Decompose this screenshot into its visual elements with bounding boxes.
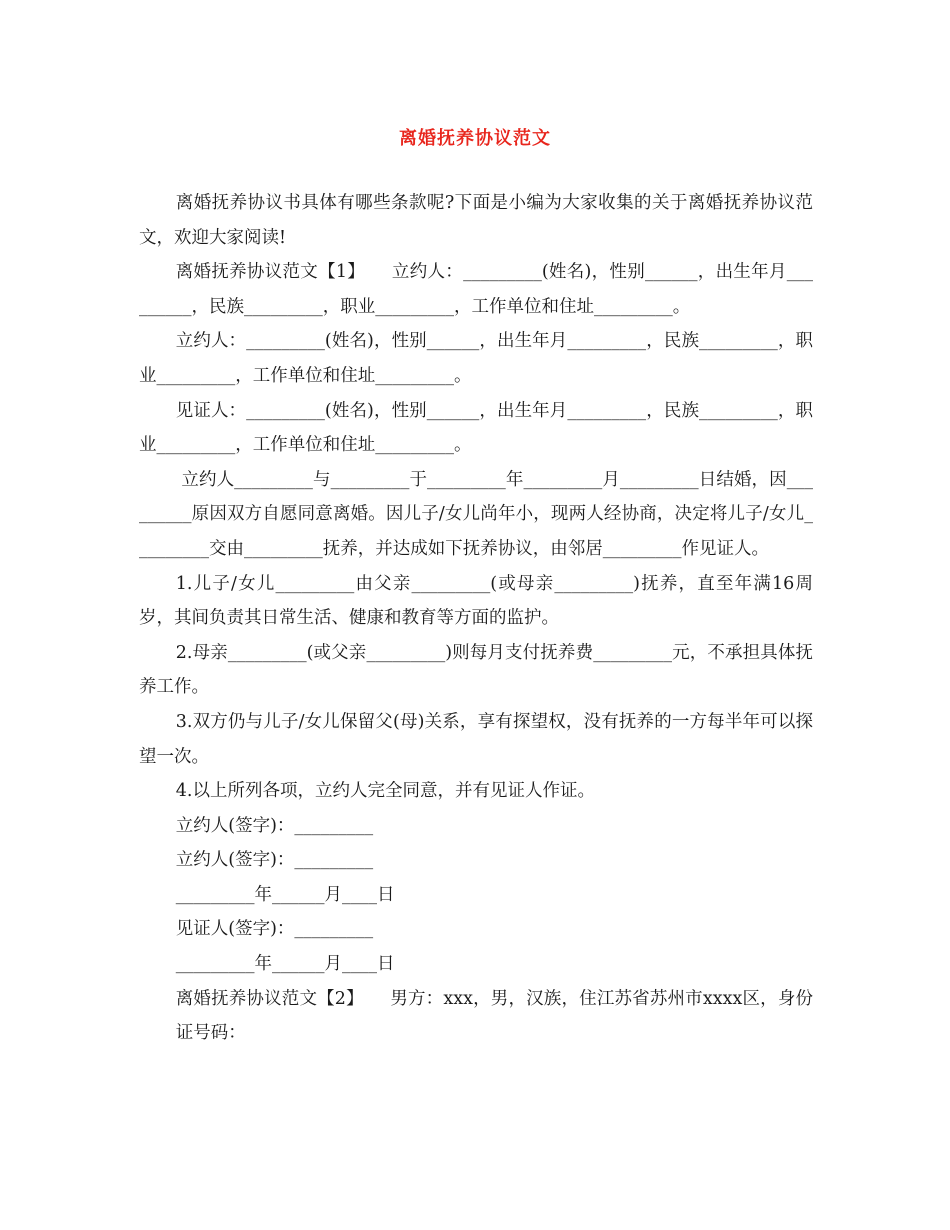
document-body xyxy=(139,186,813,1051)
clause-1: 1.儿子/女儿_________由父亲_________(或母亲_________)抚养，直至年满16周岁，其间负责其日常生活、健康和教育等方面的监护。 xyxy=(139,573,813,629)
signature-party-b: 立约人(签字)：_________ xyxy=(175,850,374,871)
marriage-paragraph: 立约人_________与_________于_________年_________月_________日结婚，因_________原因双方自愿同意离婚。因儿子/女儿尚年小，现两人经协商，决定将儿子/女儿_________交由_________抚养，并达成如下抚养协议，由邻居_________作见证人。 xyxy=(139,469,813,559)
party-b-paragraph: 立约人：_________(姓名)，性别______，出生年月_________，民族_________，职业_________，工作单位和住址_________。 xyxy=(139,331,813,386)
sample-1-party-a: 离婚抚养协议范文【1】 立约人：_________(姓名)，性别______，出生年月_________，民族_________，职业_________，工作单位和住址_________。 xyxy=(139,262,813,317)
signature-date-2: _________年______月____日 xyxy=(175,954,395,975)
witness-paragraph: 见证人：_________(姓名)，性别______，出生年月_________，民族_________，职业_________，工作单位和住址_________。 xyxy=(139,400,813,456)
signature-witness: 见证人(签字)：_________ xyxy=(175,919,374,940)
signature-party-a: 立约人(签字)：_________ xyxy=(175,815,374,836)
signature-date-1: _________年______月____日 xyxy=(175,884,395,905)
document-title: 离婚抚养协议范文 xyxy=(399,128,551,149)
clause-2: 2.母亲_________(或父亲_________)则每月支付抚养费_________元，不承担具体抚养工作。 xyxy=(139,642,813,698)
clause-3: 3.双方仍与儿子/女儿保留父(母)关系，享有探望权，没有抚养的一方每半年可以探望一次。 xyxy=(139,711,813,767)
clause-4: 4.以上所列各项，立约人完全同意，并有见证人作证。 xyxy=(175,781,595,802)
intro-paragraph: 离婚抚养协议书具体有哪些条款呢?下面是小编为大家收集的关于离婚抚养协议范文，欢迎大家阅读! xyxy=(139,193,813,248)
sample-2-intro: 离婚抚养协议范文【2】 男方：xxx，男，汉族，住江苏省苏州市xxxx区，身份证号码： xyxy=(175,988,813,1044)
